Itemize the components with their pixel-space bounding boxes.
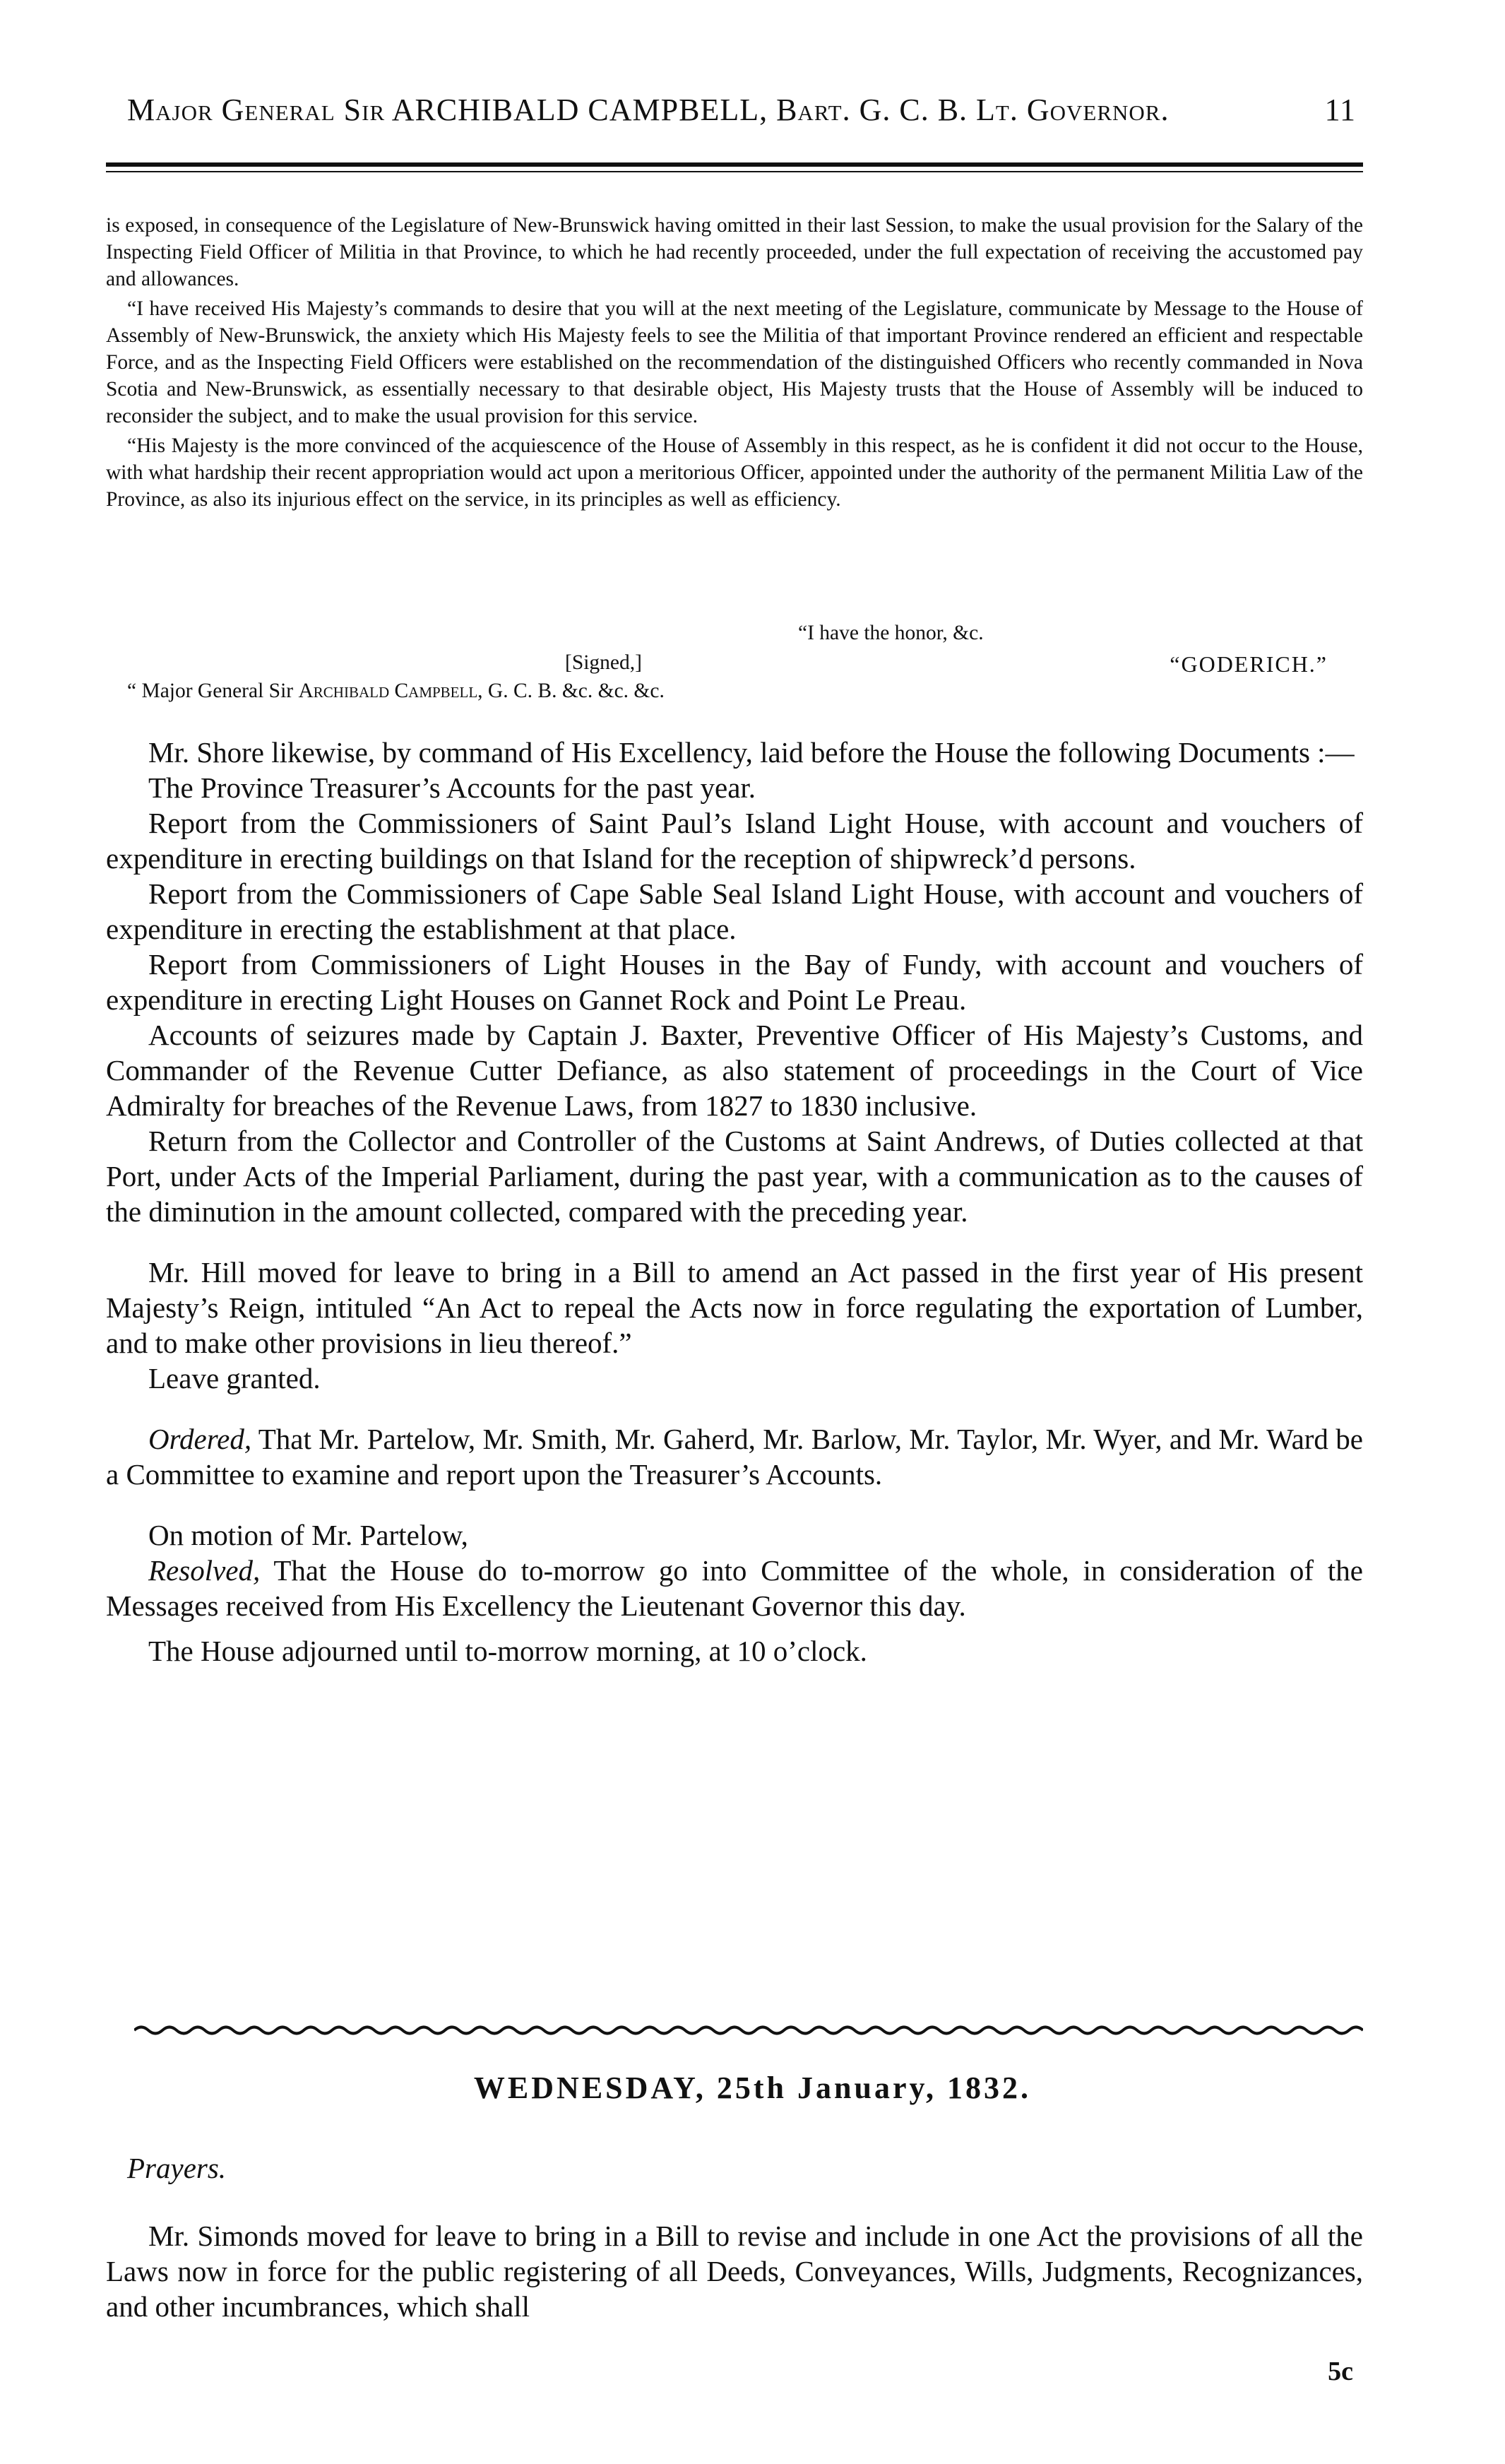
address-suffix: , G. C. B. &c. &c. &c.: [477, 680, 665, 702]
letter-paragraph: “I have received His Majesty’s commands to desire that you will at the next meeting of the Legislature, communicate by Message to the House of Assembly of New-Brunswick, the anxiety which His Majesty feels to see the Militia of that important Province rendered an efficient and respectable Force, and as the Inspecting Field Officers were established on the recommendation of the distinguished Officers who recently commanded in Nova Scotia and New-Brunswick, as essentially necessary to that desirable object, His Majesty trusts that the House of Assembly will be induced to reconsider the subject, and to make the usual provision for this service.: [106, 297, 1363, 427]
page-number: 11: [1324, 93, 1356, 127]
proceedings: [106, 735, 1363, 1669]
signed-label: [Signed,]: [565, 651, 642, 674]
letter-paragraph: is exposed, in consequence of the Legislature of New-Brunswick having omitted in their last Session, to make the usual provision for the Salary of the Inspecting Field Officer of Militia in that Province, to which he had recently proceeded, under the full expectation of receiving the accustomed pay and allowances.: [106, 214, 1363, 290]
resolved-paragraph: [106, 1553, 1363, 1623]
document-item: Report from the Commissioners of Cape Sable Seal Island Light House, with account and vouchers of expenditure in erecting the establishment at that place.: [106, 877, 1363, 945]
address-name: Archibald Campbell: [298, 680, 478, 702]
document-item: Accounts of seizures made by Captain J. Baxter, Preventive Officer of His Majesty’s Customs, and Commander of the Revenue Cutter Defiance, as also statement of proceedings in the Court of Vice Admiralty for breaches of the Revenue Laws, from 1827 to 1830 inclusive.: [106, 1019, 1363, 1122]
signer-name: “GODERICH.”: [1170, 651, 1328, 677]
header-rule: [106, 162, 1363, 167]
quoted-letter: [106, 212, 1363, 516]
ordered-text: That Mr. Partelow, Mr. Smith, Mr. Gaherd, Mr. Barlow, Mr. Taylor, Mr. Wyer, and Mr. Ward be a Committee to examine and report upon the Treasurer’s Accounts.: [106, 1423, 1363, 1491]
ornamental-divider: [134, 2024, 1363, 2037]
prayers-label: Prayers.: [127, 2152, 227, 2184]
documents-intro: Mr. Shore likewise, by command of His Excellency, laid before the House the following Documents :—: [148, 736, 1355, 769]
address-prefix: “ Major General Sir: [127, 680, 299, 702]
header-rule-thin: [106, 171, 1363, 172]
honor-line: “I have the honor, &c.: [798, 622, 984, 644]
simonds-motion: Mr. Simonds moved for leave to bring in a Bill to revise and include in one Act the provisions of all the Laws now in force for the public registering of all Deeds, Conveyances, Wills, Judgments, Recognizances, and other incumbrances, which shall: [106, 2220, 1363, 2323]
signature-mark: 5c: [1328, 2357, 1353, 2386]
spacer: [106, 1396, 1363, 1421]
simonds-motion-block: [106, 2218, 1363, 2324]
addressee: [127, 680, 665, 703]
spacer: [106, 1492, 1363, 1517]
leave-granted: Leave granted.: [148, 1362, 321, 1394]
document-item: Return from the Collector and Controller of the Customs at Saint Andrews, of Duties collected at that Port, under Acts of the Imperial Parliament, during the past year, with a communication as to the causes of the diminution in the amount collected, compared with the preceding year.: [106, 1125, 1363, 1228]
hill-motion: Mr. Hill moved for leave to bring in a Bill to amend an Act passed in the first year of His present Majesty’s Reign, intituled “An Act to repeal the Acts now in force regulating the exportation of Lumber, and to make other provisions in lieu thereof.”: [106, 1256, 1363, 1359]
document-item: Report from the Commissioners of Saint Paul’s Island Light House, with account and vouchers of expenditure in erecting buildings on that Island for the reception of shipwreck’d persons.: [106, 807, 1363, 875]
header-title: Major General Sir ARCHIBALD CAMPBELL, Bart. G. C. B. Lt. Governor.: [127, 93, 1170, 127]
motion-line: On motion of Mr. Partelow,: [148, 1519, 468, 1551]
spacer: [106, 1623, 1363, 1633]
adjourned-line: The House adjourned until to-morrow morning, at 10 o’clock.: [148, 1635, 867, 1667]
spacer: [106, 1229, 1363, 1255]
ordered-label: Ordered,: [148, 1423, 252, 1455]
document-item: The Province Treasurer’s Accounts for the past year.: [148, 771, 756, 804]
running-header: [106, 92, 1363, 134]
day-heading: WEDNESDAY, 25th January, 1832.: [473, 2071, 1032, 2105]
ordered-paragraph: [106, 1421, 1363, 1492]
letter-paragraph: “His Majesty is the more convinced of the acquiescence of the House of Assembly in this respect, as he is confident it did not occur to the House, with what hardship their recent appropriation would act upon a meritorious Officer, appointed under the authority of the permanent Militia Law of the Province, as also its injurious effect on the service, in its principles as well as efficiency.: [106, 434, 1363, 511]
document-item: Report from Commissioners of Light Houses in the Bay of Fundy, with account and vouchers of expenditure in erecting Light Houses on Gannet Rock and Point Le Preau.: [106, 948, 1363, 1016]
resolved-label: Resolved,: [148, 1554, 261, 1587]
resolved-text: That the House do to-morrow go into Committee of the whole, in consideration of the Messages received from His Excellency the Lieutenant Governor this day.: [106, 1554, 1363, 1622]
